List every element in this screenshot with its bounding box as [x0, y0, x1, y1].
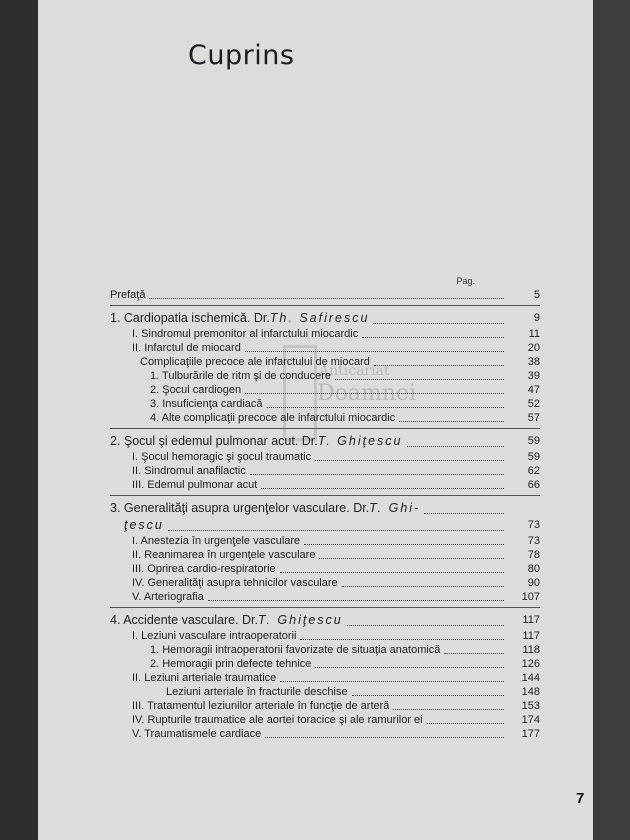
toc-entry [110, 310, 540, 327]
toc-entry [110, 643, 540, 657]
dot-leader [315, 460, 504, 461]
dot-leader [352, 695, 504, 696]
toc-entry-page: 177 [521, 728, 540, 740]
toc-entry-label: I. Leziuni vasculare intraoperatorii [132, 630, 297, 642]
toc-entry-label: III. Oprirea cardio-respiratorie [132, 563, 276, 575]
toc-entry-page: 20 [527, 342, 540, 354]
page-edge [593, 0, 630, 840]
dot-leader [304, 544, 504, 545]
toc-entry-page: 38 [527, 356, 540, 368]
toc-entry [110, 383, 540, 397]
toc-entry-page: 78 [527, 549, 540, 561]
dot-leader [347, 625, 504, 626]
toc-entry-page: 66 [527, 479, 540, 491]
toc-entry-page: 126 [521, 658, 540, 670]
book-page [38, 0, 593, 840]
dot-leader [149, 298, 504, 299]
table-of-contents [110, 288, 540, 741]
toc-entry-label: V. Traumatismele cardiace [132, 728, 262, 740]
toc-entry [110, 548, 540, 562]
toc-entry-page: 9 [533, 312, 540, 324]
dot-leader [261, 488, 504, 489]
toc-entry [110, 612, 540, 629]
toc-entry-page: 62 [527, 465, 540, 477]
toc-entry [110, 411, 540, 425]
dot-leader [424, 513, 504, 514]
toc-entry-label: 1. Cardiopatia ischemică. Dr. [110, 311, 270, 325]
dot-leader [374, 365, 504, 366]
dot-leader [280, 681, 504, 682]
toc-entry-page: 118 [522, 644, 540, 656]
toc-entry [110, 355, 540, 369]
dot-leader [427, 723, 504, 724]
toc-entry [110, 590, 540, 604]
toc-entry-page: 52 [527, 398, 540, 410]
dot-leader [168, 530, 504, 531]
toc-entry-page: 144 [521, 672, 540, 684]
toc-entry-label: Prefaţă [110, 289, 146, 301]
page-gutter [0, 0, 38, 840]
toc-entry-label: II. Infarctul de miocard [132, 342, 241, 354]
toc-entry-label: III. Tratamentul leziunilor arteriale în funcţie de arteră [132, 700, 390, 712]
toc-entry [110, 517, 540, 534]
toc-entry-page: 11 [528, 328, 540, 340]
toc-entry-label: 1. Tulburările de ritm şi de conducere [150, 370, 331, 382]
dot-leader [407, 446, 504, 447]
toc-entry-page: 5 [533, 289, 540, 301]
toc-entry [110, 713, 540, 727]
toc-entry-label: Complicaţiile precoce ale infarctului de miocard [140, 356, 370, 368]
toc-entry-label: IV. Generalităţi asupra tehnicilor vasculare [132, 577, 338, 589]
toc-entry [110, 629, 540, 643]
toc-entry-label: 3. Insuficienţa cardiacă [150, 398, 263, 410]
toc-entry-label: 3. Generalităţi asupra urgenţelor vasculare. Dr. [110, 501, 370, 515]
toc-entry-label: IV. Rupturile traumatice ale aortei toracice şi ale ramurilor ei [132, 714, 423, 726]
dot-leader [245, 351, 504, 352]
toc-entry [110, 534, 540, 548]
toc-entry-label: 4. Accidente vasculare. Dr. [110, 613, 258, 627]
toc-entry [110, 657, 540, 671]
toc-entry-page: 148 [521, 686, 540, 698]
dot-leader [250, 474, 504, 475]
toc-entry [110, 500, 540, 517]
dot-leader [393, 709, 504, 710]
toc-entry [110, 562, 540, 576]
page-column-label: Pag. [456, 276, 475, 286]
dot-leader [280, 572, 504, 573]
dot-leader [362, 337, 504, 338]
dot-leader [335, 379, 504, 380]
toc-entry-label: 2. Şocul şi edemul pulmonar acut. Dr. [110, 434, 318, 448]
toc-entry-label: I. Şocul hemoragic şi şocul traumatic [132, 451, 312, 463]
toc-entry [110, 341, 540, 355]
toc-entry [110, 727, 540, 741]
toc-entry-author: T. Ghiţescu [258, 613, 343, 627]
toc-entry [110, 327, 540, 341]
toc-entry-label: III. Edemul pulmonar acut [132, 479, 258, 491]
toc-entry-page: 73 [527, 519, 540, 531]
section-divider [110, 428, 540, 429]
dot-leader [267, 407, 504, 408]
toc-entry [110, 576, 540, 590]
toc-entry-page: 47 [527, 384, 540, 396]
watermark-line-2: Doamnei [317, 381, 417, 406]
dot-leader [315, 667, 504, 668]
toc-entry-page: 59 [527, 435, 540, 447]
toc-entry-label: II. Sindromul anafilactic [132, 465, 246, 477]
toc-entry-page: 57 [527, 412, 540, 424]
toc-entry-label: II. Leziuni arteriale traumatice [132, 672, 277, 684]
toc-entry [110, 369, 540, 383]
dot-leader [342, 586, 504, 587]
toc-entry-page: 73 [527, 535, 540, 547]
toc-entry-label: 1. Hemoragii intraoperatorii favorizate de situaţia anatomică [150, 644, 441, 656]
toc-entry [110, 685, 540, 699]
toc-entry [110, 478, 540, 492]
toc-entry-author: T. Ghi- [369, 501, 421, 515]
toc-entry [110, 699, 540, 713]
toc-entry-author: T. Ghiţescu [317, 434, 403, 448]
toc-entry-page: 117 [522, 614, 540, 626]
dot-leader [399, 421, 504, 422]
watermark-line-1: Anticariat [319, 363, 390, 379]
toc-entry-label: 4. Alte complicaţii precoce ale infarctului miocardic [150, 412, 396, 424]
toc-entry-label: 2. Şocul cardiogen [150, 384, 242, 396]
toc-entry [110, 288, 540, 302]
toc-entry-page: 59 [527, 451, 540, 463]
toc-entry-page: 80 [527, 563, 540, 575]
dot-leader [373, 323, 504, 324]
page-number: 7 [576, 790, 585, 807]
toc-entry [110, 450, 540, 464]
toc-entry-page: 153 [521, 700, 540, 712]
toc-entry-page: 90 [527, 577, 540, 589]
toc-entry-label: I. Anestezia în urgenţele vasculare [132, 535, 301, 547]
toc-entry-author: Th. Safirescu [269, 311, 370, 325]
toc-entry-label: Leziuni arteriale în fracturile deschise [166, 686, 348, 698]
section-divider [110, 607, 540, 608]
dot-leader [265, 737, 504, 738]
toc-entry [110, 433, 540, 450]
toc-entry-author: ţescu [124, 518, 164, 532]
toc-entry-page: 39 [527, 370, 540, 382]
section-divider [110, 305, 540, 306]
toc-entry-label: V. Arteriografia [132, 591, 204, 603]
toc-entry [110, 464, 540, 478]
page-title: Cuprins [188, 40, 295, 71]
toc-entry-label: I. Sindromul premonitor al infarctului miocardic [132, 328, 359, 340]
toc-entry-page: 117 [522, 630, 540, 642]
dot-leader [245, 393, 504, 394]
section-divider [110, 495, 540, 496]
dot-leader [300, 639, 504, 640]
toc-entry-page: 107 [521, 591, 540, 603]
toc-entry-page: 174 [521, 714, 540, 726]
dot-leader [319, 558, 504, 559]
dot-leader [444, 653, 504, 654]
toc-entry [110, 671, 540, 685]
toc-entry [110, 397, 540, 411]
toc-entry-label: II. Reanimarea în urgenţele vasculare [132, 549, 316, 561]
toc-entry-label: 2. Hemoragii prin defecte tehnice [150, 658, 312, 670]
dot-leader [208, 600, 504, 601]
